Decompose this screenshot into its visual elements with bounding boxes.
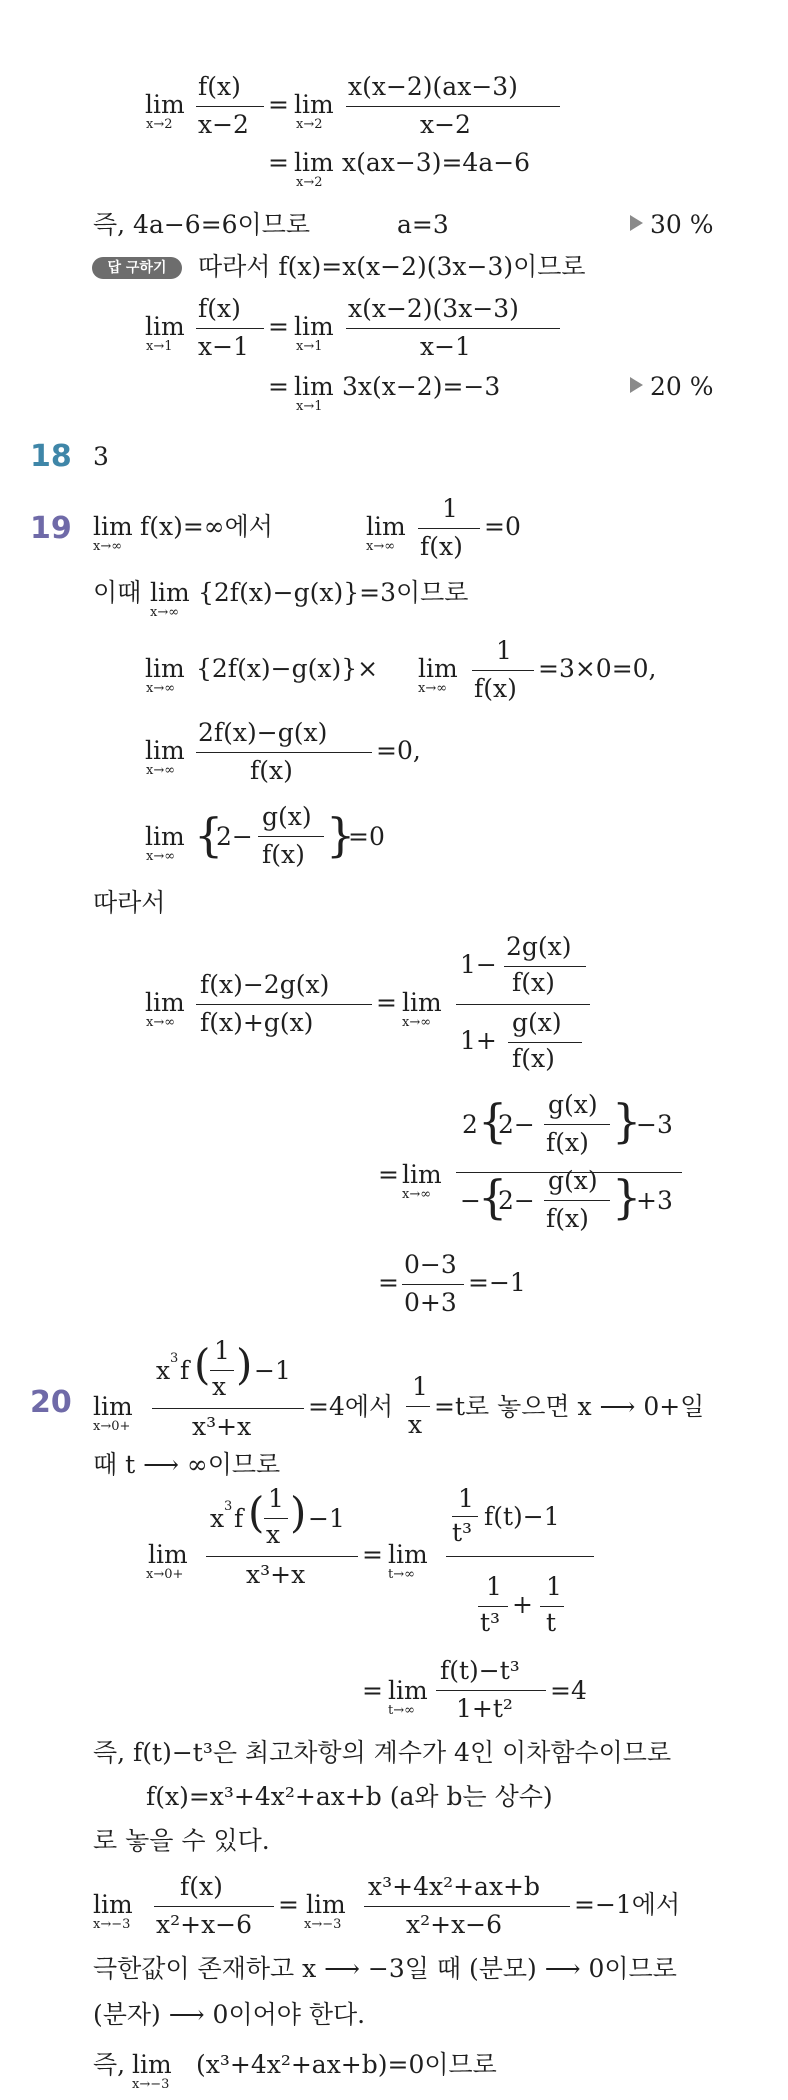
lim-operator: lim	[294, 312, 334, 341]
lim-subscript: x→∞	[146, 763, 176, 778]
fraction-bar	[508, 1042, 582, 1043]
math-expression: −1	[254, 1356, 291, 1385]
fraction-bar	[346, 328, 560, 329]
fraction-denominator: f(x)	[546, 1204, 589, 1233]
equals-sign: =	[268, 90, 289, 119]
left-paren: (	[248, 1488, 265, 1537]
math-expression: (x³+4x²+ax+b)=0이므로	[196, 2050, 497, 2079]
fraction-denominator: x²+x−6	[406, 1910, 503, 1939]
fraction-bar	[446, 1556, 594, 1557]
lim-operator: lim	[402, 988, 442, 1017]
fraction-numerator: f(x)−2g(x)	[200, 970, 330, 999]
fraction-bar	[504, 966, 586, 967]
right-brace: }	[326, 808, 356, 862]
fraction-denominator: f(x)	[512, 1044, 555, 1073]
fraction-denominator: f(x)	[474, 674, 517, 703]
math-expression: =0	[348, 822, 385, 851]
lim-operator: lim	[388, 1540, 428, 1569]
answer-badge: 답 구하기	[92, 257, 182, 279]
score-percent: 30 %	[650, 210, 714, 239]
lim-subscript: x→1	[296, 399, 323, 414]
problem-number: 18	[30, 439, 72, 474]
fraction-bar	[364, 1906, 570, 1907]
math-expression: f(t)−1	[484, 1502, 560, 1531]
fraction-bar	[210, 1370, 234, 1371]
text-line: (분자) ⟶ 0이어야 한다.	[93, 2000, 366, 2029]
lim-subscript: x→−3	[132, 2077, 170, 2092]
fraction-denominator: x³+x	[192, 1412, 252, 1441]
lim-operator: lim	[145, 736, 185, 765]
fraction-bar	[540, 1606, 564, 1607]
text-line: 즉, 4a−6=6이므로	[93, 210, 311, 239]
math-expression: +3	[636, 1186, 673, 1215]
math-expression: =0,	[376, 736, 421, 765]
text-line: 때 t ⟶ ∞이므로	[93, 1450, 281, 1479]
math-expression: 2−	[216, 822, 253, 851]
lim-operator: lim	[93, 512, 133, 541]
fraction-numerator: g(x)	[262, 802, 312, 831]
text-line: 즉,	[93, 2050, 126, 2079]
lim-operator: lim	[145, 822, 185, 851]
lim-subscript: x→∞	[146, 849, 176, 864]
fraction-denominator: x−1	[198, 332, 249, 361]
fraction-numerator: f(x)	[198, 72, 241, 101]
equals-sign: =	[362, 1540, 383, 1569]
math-expression: =3×0=0,	[538, 654, 657, 683]
text-line: 로 놓을 수 있다.	[93, 1826, 270, 1855]
math-expression: f(x)=x³+4x²+ax+b (a와 b는 상수)	[146, 1782, 553, 1811]
math-expression: 2	[462, 1110, 478, 1139]
fraction-denominator: f(x)	[250, 756, 293, 785]
math-expression: −3	[636, 1110, 673, 1139]
lim-operator: lim	[145, 312, 185, 341]
fraction-numerator: 2g(x)	[506, 932, 572, 961]
lim-subscript: x→∞	[402, 1015, 432, 1030]
lim-operator: lim	[145, 988, 185, 1017]
fraction-numerator: 1	[546, 1572, 562, 1601]
lim-operator: lim	[93, 1392, 133, 1421]
fraction-numerator: f(t)−t³	[440, 1656, 520, 1685]
fraction-numerator: 2f(x)−g(x)	[198, 718, 328, 747]
left-paren: (	[194, 1340, 211, 1389]
fraction-denominator: f(x)	[546, 1128, 589, 1157]
fraction-bar	[346, 106, 560, 107]
fraction-bar	[436, 1690, 546, 1691]
fraction-denominator: x²+x−6	[156, 1910, 253, 1939]
math-expression: 2−	[498, 1186, 535, 1215]
math-expression: x	[156, 1356, 171, 1385]
left-brace: {	[194, 808, 224, 862]
math-expression: {2f(x)−g(x)}×	[196, 654, 379, 683]
text-line: 따라서 f(x)=x(x−2)(3x−3)이므로	[198, 252, 586, 281]
math-expression: 2−	[498, 1110, 535, 1139]
fraction-denominator: t³	[480, 1608, 501, 1637]
lim-operator: lim	[306, 1890, 346, 1919]
math-expression: =−1에서	[574, 1890, 681, 1919]
fraction-numerator: g(x)	[548, 1090, 598, 1119]
math-expression: =0	[484, 512, 521, 541]
lim-operator: lim	[132, 2050, 172, 2079]
fraction-numerator: 1	[496, 636, 512, 665]
fraction-numerator: x(x−2)(3x−3)	[348, 294, 519, 323]
lim-subscript: x→∞	[150, 605, 180, 620]
fraction-bar	[472, 670, 534, 671]
fraction-denominator: f(x)+g(x)	[200, 1008, 314, 1037]
lim-subscript: x→1	[146, 339, 173, 354]
math-expression: =4에서	[308, 1392, 394, 1421]
lim-operator: lim	[150, 578, 190, 607]
fraction-bar	[406, 1406, 430, 1407]
math-expression: −	[460, 1186, 481, 1215]
lim-subscript: t→∞	[388, 1567, 415, 1582]
lim-operator: lim	[294, 372, 334, 401]
lim-subscript: x→∞	[366, 539, 396, 554]
fraction-denominator: x	[266, 1520, 281, 1549]
lim-subscript: x→2	[296, 175, 323, 190]
fraction-denominator: 0+3	[404, 1288, 457, 1317]
triangle-marker-icon	[630, 215, 643, 231]
fraction-numerator: g(x)	[512, 1008, 562, 1037]
lim-subscript: x→∞	[93, 539, 123, 554]
fraction-denominator: x−1	[420, 332, 471, 361]
lim-operator: lim	[402, 1160, 442, 1189]
fraction-bar	[418, 528, 480, 529]
lim-operator: lim	[145, 90, 185, 119]
lim-subscript: x→0+	[146, 1567, 184, 1582]
math-expression: 1+	[460, 1026, 497, 1055]
lim-subscript: x→2	[146, 117, 173, 132]
triangle-marker-icon	[630, 377, 643, 393]
fraction-bar	[544, 1200, 610, 1201]
exponent: 3	[170, 1351, 179, 1366]
fraction-denominator: f(x)	[420, 532, 463, 561]
math-expression: 3x(x−2)=−3	[342, 372, 501, 401]
fraction-numerator: 1	[442, 494, 458, 523]
fraction-bar	[456, 1004, 590, 1005]
right-paren: )	[290, 1488, 307, 1537]
problem-number: 19	[30, 511, 72, 546]
fraction-bar	[196, 752, 372, 753]
math-expression: x	[210, 1504, 225, 1533]
fraction-numerator: 1	[268, 1484, 284, 1513]
fraction-denominator: t³	[452, 1518, 473, 1547]
text-line: 즉, f(t)−t³은 최고차항의 계수가 4인 이차함수이므로	[93, 1738, 672, 1767]
fraction-numerator: 1	[214, 1336, 230, 1365]
lim-subscript: x→∞	[146, 1015, 176, 1030]
exponent: 3	[224, 1499, 233, 1514]
lim-subscript: x→−3	[304, 1917, 342, 1932]
fraction-bar	[258, 836, 324, 837]
problem-number: 20	[30, 1385, 72, 1420]
score-percent: 20 %	[650, 372, 714, 401]
lim-subscript: x→1	[296, 339, 323, 354]
math-expression: +	[512, 1590, 533, 1619]
fraction-bar	[264, 1518, 288, 1519]
lim-subscript: x→∞	[146, 681, 176, 696]
lim-subscript: x→∞	[418, 681, 448, 696]
fraction-bar	[478, 1606, 508, 1607]
fraction-bar	[196, 106, 264, 107]
lim-subscript: x→0+	[93, 1419, 131, 1434]
math-expression: f(x)=∞에서	[140, 512, 273, 541]
math-expression: x(ax−3)=4a−6	[342, 148, 531, 177]
fraction-numerator: 1	[412, 1372, 428, 1401]
equals-sign: =	[378, 1268, 399, 1297]
fraction-numerator: g(x)	[548, 1166, 598, 1195]
text-line: 극한값이 존재하고 x ⟶ −3일 때 (분모) ⟶ 0이므로	[93, 1954, 677, 1983]
fraction-denominator: x	[408, 1410, 423, 1439]
fraction-bar	[402, 1284, 464, 1285]
fraction-numerator: 1	[486, 1572, 502, 1601]
lim-operator: lim	[294, 148, 334, 177]
fraction-numerator: x(x−2)(ax−3)	[348, 72, 518, 101]
fraction-bar	[196, 1004, 372, 1005]
lim-subscript: x→∞	[402, 1187, 432, 1202]
fraction-denominator: x	[212, 1372, 227, 1401]
lim-operator: lim	[93, 1890, 133, 1919]
equals-sign: =	[378, 1160, 399, 1189]
fraction-denominator: 1+t²	[456, 1694, 513, 1723]
fraction-bar	[152, 1408, 304, 1409]
fraction-denominator: t	[546, 1608, 557, 1637]
right-paren: )	[236, 1340, 253, 1389]
equals-sign: =	[278, 1890, 299, 1919]
answer-text: 3	[93, 442, 109, 471]
fraction-denominator: x−2	[198, 110, 249, 139]
fraction-numerator: 1	[458, 1484, 474, 1513]
right-brace: }	[612, 1170, 642, 1224]
equals-sign: =	[268, 312, 289, 341]
math-expression: =−1	[468, 1268, 526, 1297]
lim-subscript: x→−3	[93, 1917, 131, 1932]
equals-sign: =	[362, 1676, 383, 1705]
fraction-denominator: x−2	[420, 110, 471, 139]
math-expression: =t로 놓으면 x ⟶ 0+일	[434, 1392, 705, 1421]
fraction-bar	[154, 1906, 274, 1907]
lim-operator: lim	[148, 1540, 188, 1569]
math-expression: 1−	[460, 950, 497, 979]
fraction-numerator: f(x)	[198, 294, 241, 323]
fraction-denominator: x³+x	[246, 1560, 306, 1589]
math-expression: f	[180, 1356, 190, 1385]
left-brace: {	[478, 1170, 508, 1224]
result-value: a=3	[397, 210, 449, 239]
fraction-denominator: f(x)	[512, 968, 555, 997]
equals-sign: =	[268, 148, 289, 177]
math-expression: {2f(x)−g(x)}=3이므로	[198, 578, 469, 607]
lim-subscript: x→2	[296, 117, 323, 132]
lim-operator: lim	[366, 512, 406, 541]
fraction-numerator: f(x)	[180, 1872, 223, 1901]
left-brace: {	[478, 1094, 508, 1148]
fraction-numerator: x³+4x²+ax+b	[368, 1872, 540, 1901]
lim-operator: lim	[294, 90, 334, 119]
fraction-bar	[452, 1516, 478, 1517]
text-line: 이때	[93, 578, 142, 607]
math-expression: f	[234, 1504, 244, 1533]
fraction-bar	[544, 1124, 610, 1125]
fraction-numerator: 0−3	[404, 1250, 457, 1279]
lim-operator: lim	[145, 654, 185, 683]
equals-sign: =	[376, 988, 397, 1017]
fraction-denominator: f(x)	[262, 840, 305, 869]
lim-operator: lim	[418, 654, 458, 683]
math-expression: =4	[550, 1676, 587, 1705]
lim-operator: lim	[388, 1676, 428, 1705]
right-brace: }	[612, 1094, 642, 1148]
fraction-bar	[196, 328, 264, 329]
text-line: 따라서	[93, 888, 166, 917]
math-expression: −1	[308, 1504, 345, 1533]
equals-sign: =	[268, 372, 289, 401]
fraction-bar	[206, 1556, 358, 1557]
lim-subscript: t→∞	[388, 1703, 415, 1718]
